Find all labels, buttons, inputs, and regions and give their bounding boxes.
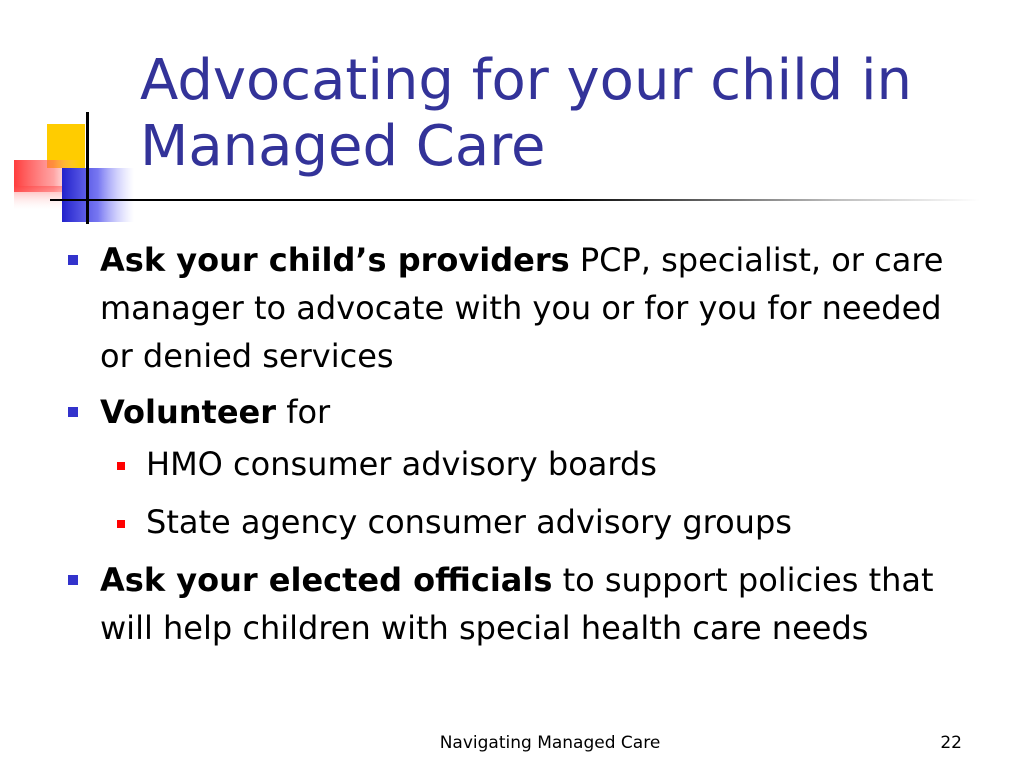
bullet-text: for	[276, 393, 331, 431]
sub-bullet-item	[100, 440, 984, 488]
bullet-bold-text: Volunteer	[100, 393, 277, 431]
sub-bullet-square-icon	[117, 462, 125, 470]
bullet-item	[64, 236, 984, 380]
bullet-square-icon	[68, 407, 78, 417]
sub-bullet-text: HMO consumer advisory boards	[146, 445, 657, 483]
bullet-item	[64, 556, 984, 652]
vertical-line	[86, 112, 89, 224]
bullet-bold-text: Ask your elected officials	[100, 561, 553, 599]
red-bar-fade	[14, 186, 64, 210]
bullet-list	[64, 236, 984, 660]
sub-bullet-list	[100, 440, 984, 546]
title-divider	[50, 199, 980, 201]
sub-bullet-square-icon	[117, 520, 125, 528]
footer-title: Navigating Managed Care	[439, 733, 661, 753]
bullet-text: to support policies that will help children with special health care needs	[100, 561, 934, 647]
title-line-2: Managed Care	[140, 114, 546, 179]
page-number: 22	[940, 733, 962, 753]
sub-bullet-item	[100, 498, 984, 546]
bullet-item	[64, 388, 984, 546]
sub-bullet-text: State agency consumer advisory groups	[146, 503, 792, 541]
title-line-1: Advocating for your child in	[140, 48, 913, 113]
bullet-bold-text: Ask your child’s providers	[100, 241, 570, 279]
bullet-square-icon	[68, 255, 78, 265]
bullet-square-icon	[68, 575, 78, 585]
decorative-corner-squares-icon	[0, 0, 140, 230]
bullet-text: PCP, specialist, or care manager to advocate with you or for you for needed or denied services	[100, 241, 944, 375]
blue-square	[62, 168, 134, 222]
slide-title	[140, 48, 1000, 180]
